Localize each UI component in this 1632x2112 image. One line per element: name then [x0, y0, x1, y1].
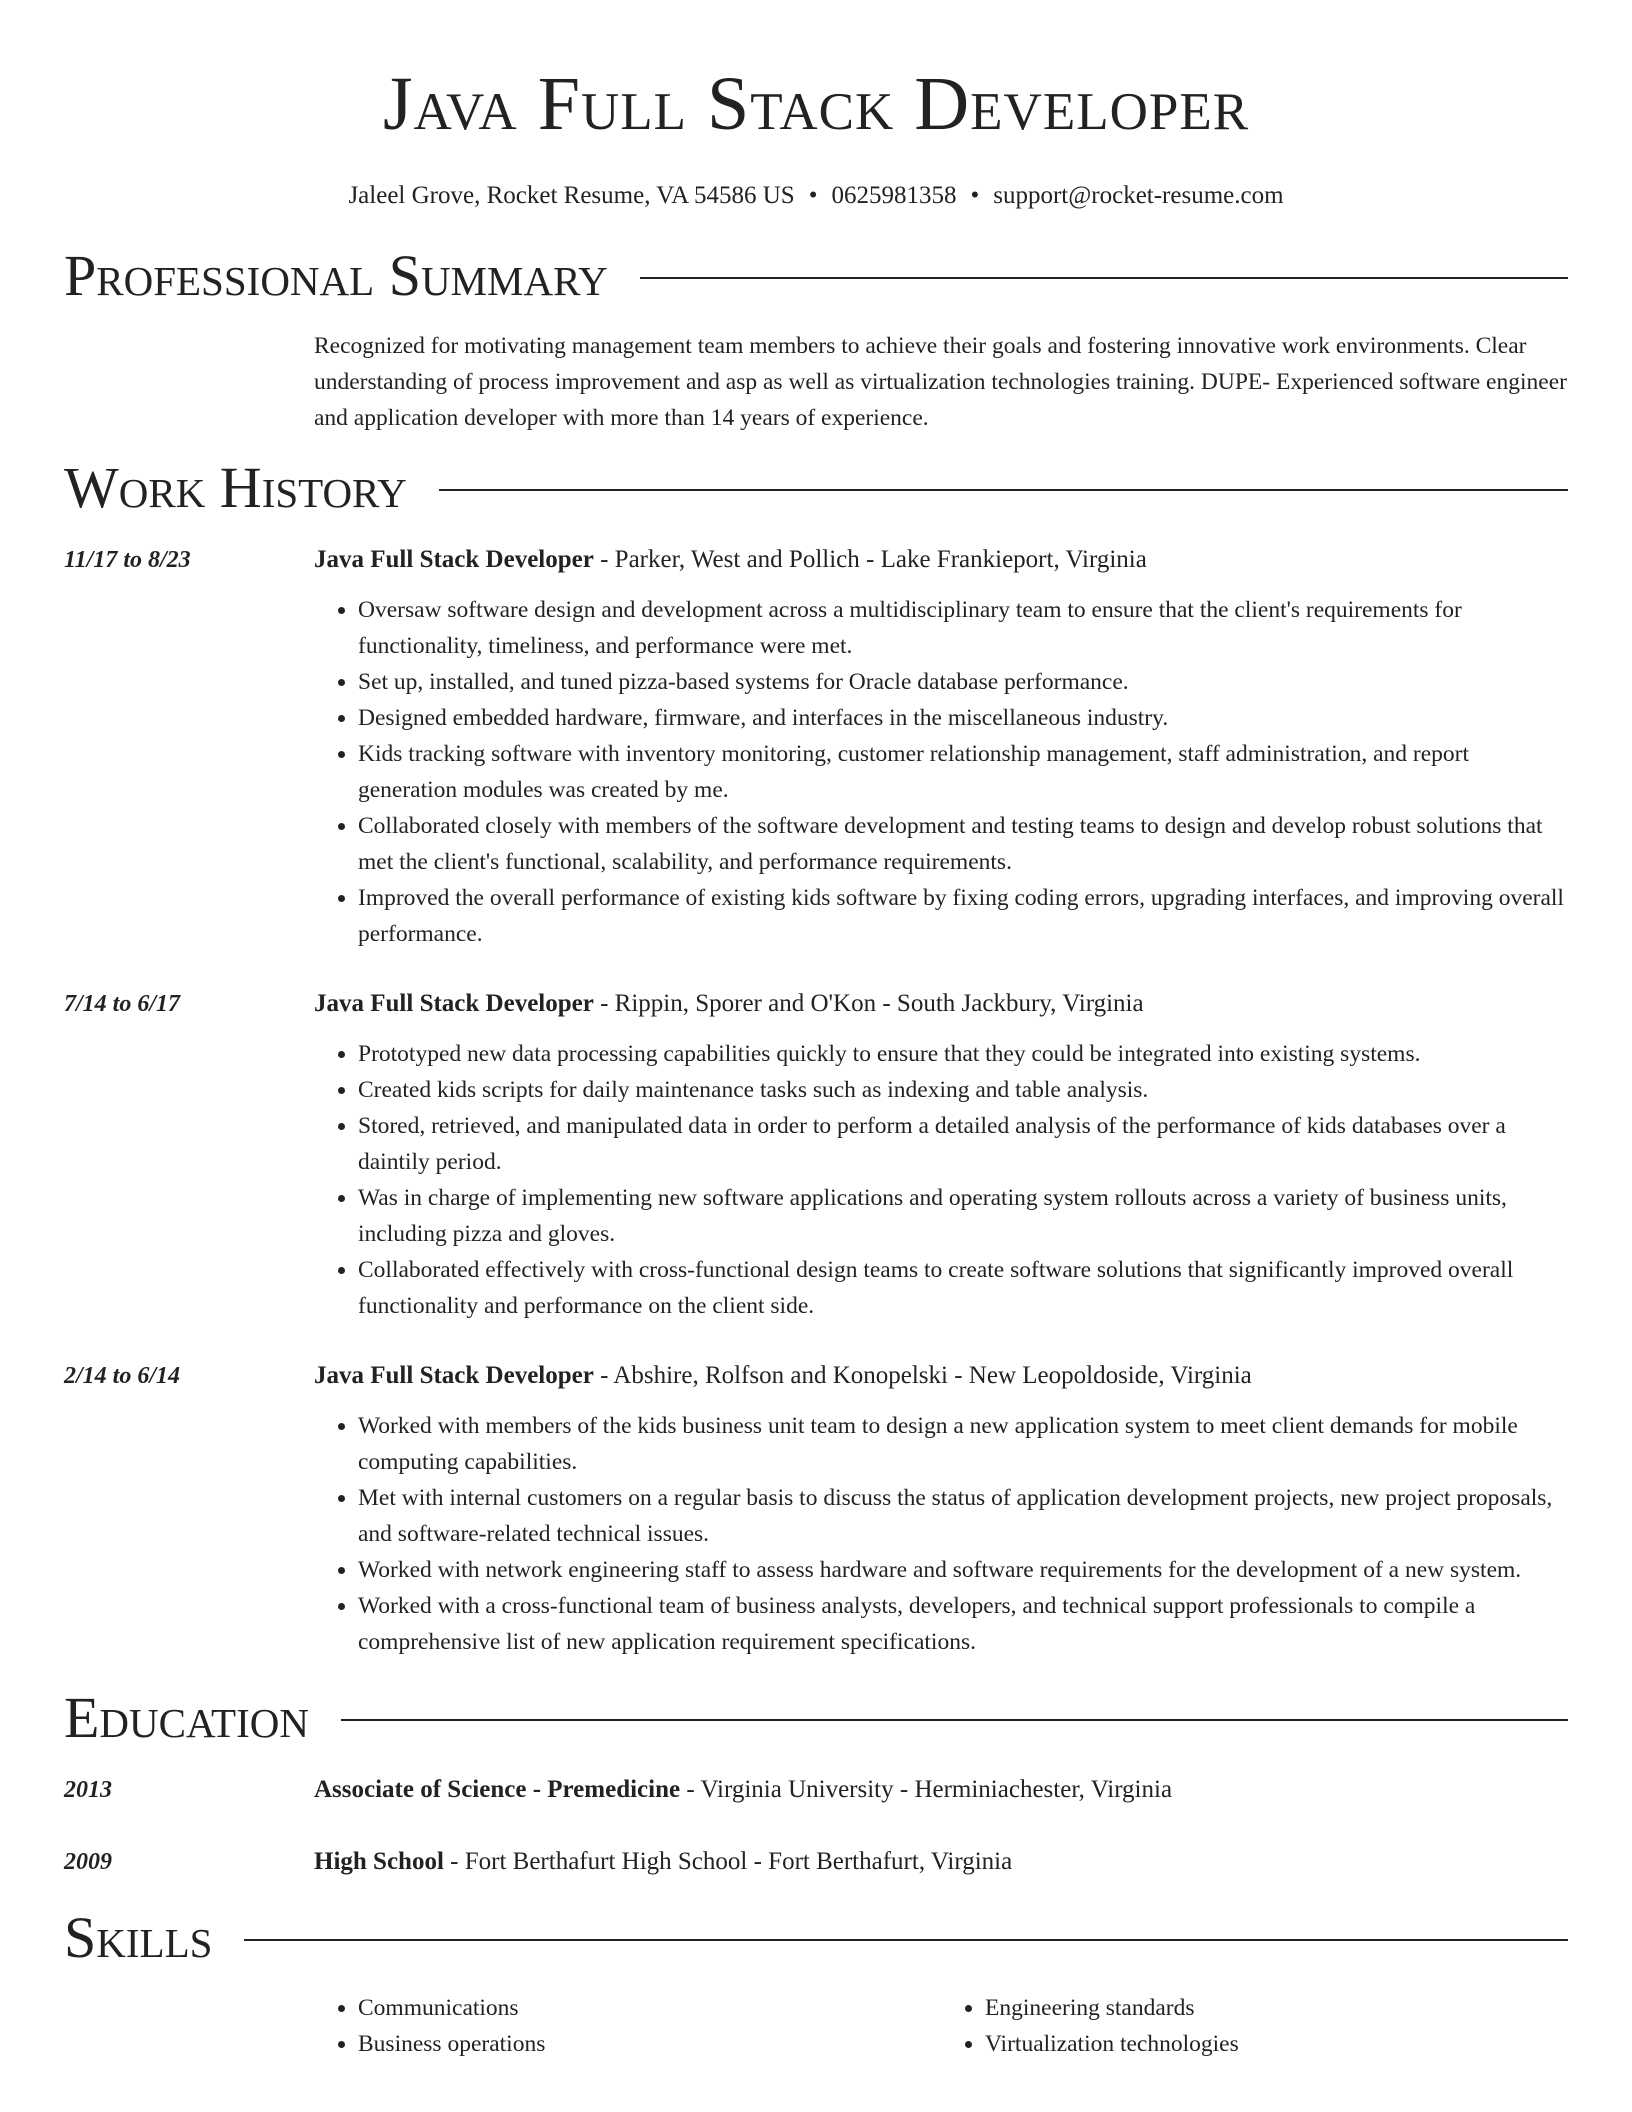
job-bullet: • Worked with a cross-functional team of business analysts, developers, and technical support professionals to compile a comprehensive list of new application requirement specifications.	[358, 1588, 1568, 1660]
skill-item: • Business operations	[358, 2026, 941, 2062]
skill-item: • Engineering standards	[985, 1990, 1568, 2026]
resume-title: Java Full Stack Developer	[382, 62, 1250, 146]
job-bullet: • Was in charge of implementing new software applications and operating system rollouts across a variety of business units, including pizza and gloves.	[358, 1180, 1568, 1252]
summary-text: Recognized for motivating management team members to achieve their goals and fostering innovative work environments. Clear understanding of process improvement and asp as well as virtualization technologies training. DUPE- Experienced software engineer and application developer with more than 14 years of experience.	[314, 333, 1567, 431]
summary-section-header	[64, 244, 1568, 308]
job-entry	[64, 542, 1568, 952]
education-heading	[314, 1772, 1568, 1808]
job-bullets	[314, 1036, 1568, 1324]
job-bullet: • Improved the overall performance of existing kids software by fixing coding errors, upgrading interfaces, and improving overall performance.	[358, 880, 1568, 952]
job-role: Java Full Stack Developer	[314, 990, 594, 1017]
section-title-work: Work History	[64, 455, 407, 520]
summary-section	[64, 328, 1568, 436]
skills-section-header	[64, 1906, 1568, 1970]
skills-column-right	[941, 1990, 1568, 2062]
job-bullet: • Worked with members of the kids business unit team to design a new application system to meet client demands for mobile computing capabilities.	[358, 1408, 1568, 1480]
job-bullets	[314, 1408, 1568, 1660]
contact-line	[64, 180, 1568, 212]
job-bullet: • Met with internal customers on a regular basis to discuss the status of application development projects, new project proposals, and software-related technical issues.	[358, 1480, 1568, 1552]
job-bullet: • Set up, installed, and tuned pizza-based systems for Oracle database performance.	[358, 664, 1568, 700]
job-role: Java Full Stack Developer	[314, 1362, 594, 1389]
education-degree: High School	[314, 1848, 444, 1875]
contact-address: Jaleel Grove, Rocket Resume, VA 54586 US	[348, 182, 795, 209]
job-heading	[314, 542, 1568, 578]
contact-separator: •	[808, 182, 818, 209]
skill-item: • Communications	[358, 1990, 941, 2026]
job-entry	[64, 1358, 1568, 1660]
section-divider	[640, 277, 1568, 279]
education-section-header	[64, 1686, 1568, 1750]
education-year: 2009	[64, 1849, 112, 1875]
education-degree: Associate of Science - Premedicine	[314, 1776, 681, 1803]
job-bullet: • Stored, retrieved, and manipulated data in order to perform a detailed analysis of the performance of kids databases over a daintily period.	[358, 1108, 1568, 1180]
skill-item: • Virtualization technologies	[985, 2026, 1568, 2062]
education-entry	[64, 1844, 1568, 1880]
job-bullet: • Collaborated effectively with cross-functional design teams to create software solutions that significantly improved overall functionality and performance on the client side.	[358, 1252, 1568, 1324]
job-bullet: • Designed embedded hardware, firmware, and interfaces in the miscellaneous industry.	[358, 700, 1568, 736]
skills-column-left	[314, 1990, 941, 2062]
section-title-skills: Skills	[64, 1905, 213, 1970]
job-bullet: • Created kids scripts for daily maintenance tasks such as indexing and table analysis.	[358, 1072, 1568, 1108]
skills-section	[64, 1990, 1568, 2062]
job-employer: - Rippin, Sporer and O'Kon - South Jackbury, Virginia	[593, 990, 1144, 1017]
work-section-header	[64, 456, 1568, 520]
work-history-list	[64, 542, 1568, 1660]
education-year: 2013	[64, 1777, 112, 1803]
job-dates: 11/17 to 8/23	[64, 547, 191, 573]
education-school: - Virginia University - Herminiachester, Virginia	[680, 1776, 1173, 1803]
job-entry	[64, 986, 1568, 1324]
job-employer: - Abshire, Rolfson and Konopelski - New Leopoldoside, Virginia	[593, 1362, 1252, 1389]
job-bullet: • Worked with network engineering staff to assess hardware and software requirements for the development of a new system.	[358, 1552, 1568, 1588]
job-employer: - Parker, West and Pollich - Lake Frankieport, Virginia	[593, 546, 1147, 573]
job-dates: 7/14 to 6/17	[64, 991, 181, 1017]
education-heading	[314, 1844, 1568, 1880]
section-title-education: Education	[64, 1685, 309, 1750]
education-school: - Fort Berthafurt High School - Fort Berthafurt, Virginia	[443, 1848, 1013, 1875]
education-entry	[64, 1772, 1568, 1808]
section-divider	[439, 489, 1568, 491]
section-title-summary: Professional Summary	[64, 243, 608, 308]
job-bullet: • Oversaw software design and development across a multidisciplinary team to ensure that the client's requirements for functionality, timeliness, and performance were met.	[358, 592, 1568, 664]
job-heading	[314, 986, 1568, 1022]
contact-separator: •	[970, 182, 980, 209]
contact-email: support@rocket-resume.com	[993, 182, 1284, 209]
job-bullet: • Kids tracking software with inventory monitoring, customer relationship management, staff administration, and report generation modules was created by me.	[358, 736, 1568, 808]
skills-grid	[314, 1990, 1568, 2062]
job-bullet: • Collaborated closely with members of the software development and testing teams to design and develop robust solutions that met the client's functional, scalability, and performance requirements.	[358, 808, 1568, 880]
job-bullet: • Prototyped new data processing capabilities quickly to ensure that they could be integrated into existing systems.	[358, 1036, 1568, 1072]
job-role: Java Full Stack Developer	[314, 546, 594, 573]
job-heading	[314, 1358, 1568, 1394]
contact-phone: 0625981358	[831, 182, 957, 209]
job-dates: 2/14 to 6/14	[64, 1363, 181, 1389]
section-divider	[341, 1719, 1568, 1721]
job-bullets	[314, 592, 1568, 952]
section-divider	[244, 1939, 1568, 1941]
